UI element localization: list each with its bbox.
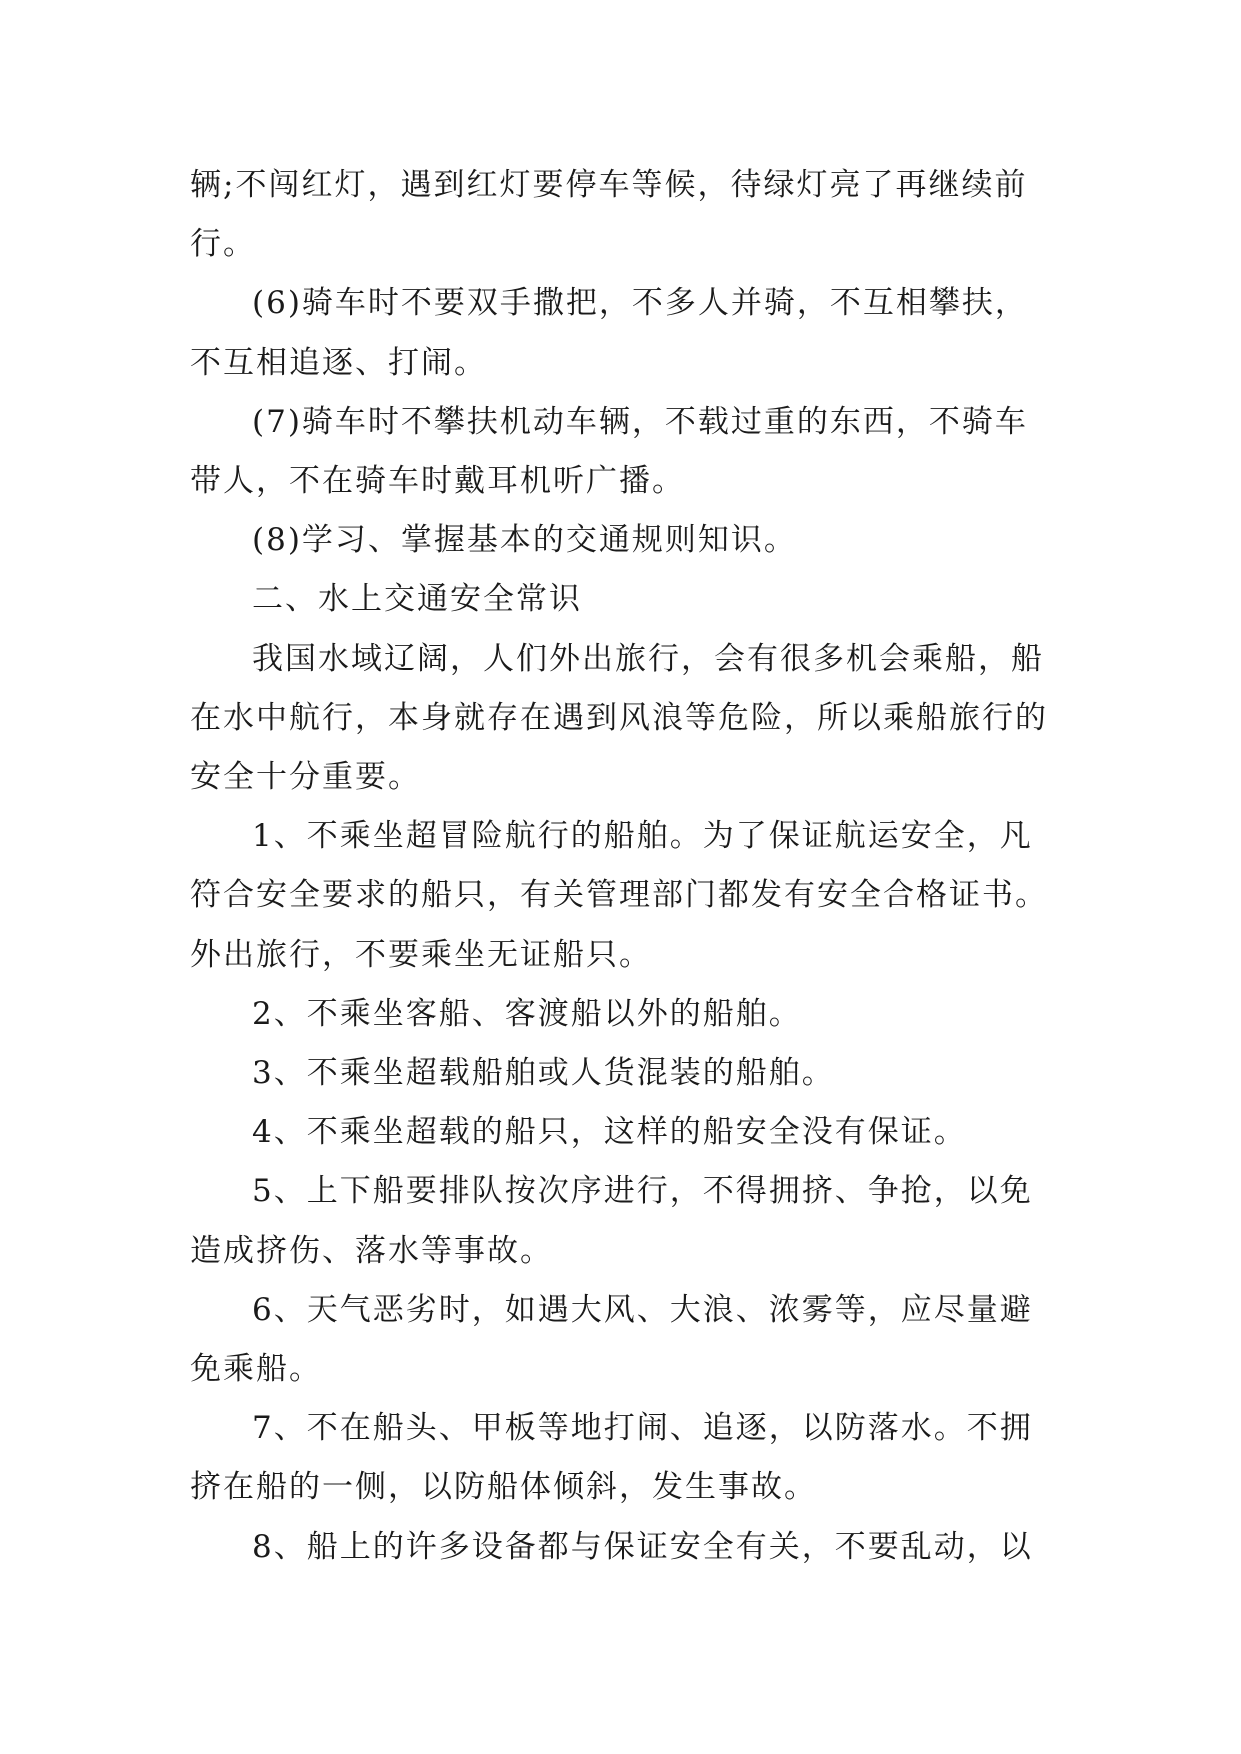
- list-item: 7、不在船头、甲板等地打闹、追逐，以防落水。不拥 挤在船的一侧，以防船体倾斜，发生事故。: [190, 1410, 1033, 1506]
- list-item: 1、不乘坐超冒险航行的船舶。为了保证航运安全，凡 符合安全要求的船只，有关管理部门都发有安全合格证书。 外出旅行，不要乘坐无证船只。: [190, 818, 1048, 973]
- list-item: 2、不乘坐客船、客渡船以外的船舶。: [252, 995, 802, 1032]
- body-text: [190, 156, 1060, 1577]
- list-item: 3、不乘坐超载船舶或人货混装的船舶。: [252, 1055, 835, 1092]
- paragraph: (8)学习、掌握基本的交通规则知识。: [252, 522, 797, 559]
- list-item: 5、上下船要排队按次序进行，不得拥挤、争抢，以免 造成挤伤、落水等事故。: [190, 1173, 1033, 1269]
- paragraph: 我国水域辽阔，人们外出旅行，会有很多机会乘船，船 在水中航行，本身就存在遇到风浪等危险，所以乘船旅行的 安全十分重要。: [190, 640, 1048, 796]
- paragraph: (6)骑车时不要双手撒把，不多人并骑，不互相攀扶， 不互相追逐、打闹。: [190, 285, 1028, 381]
- paragraph: 辆;不闯红灯，遇到红灯要停车等候，待绿灯亮了再继续前 行。: [190, 167, 1028, 263]
- list-item: 4、不乘坐超载的船只，这样的船安全没有保证。: [252, 1114, 967, 1151]
- list-item: 6、天气恶劣时，如遇大风、大浪、浓雾等，应尽量避 免乘船。: [190, 1291, 1033, 1388]
- section-heading: 二、水上交通安全常识: [252, 581, 582, 618]
- list-item: 8、船上的许多设备都与保证安全有关，不要乱动，以: [252, 1528, 1033, 1565]
- paragraph: (7)骑车时不攀扶机动车辆，不载过重的东西，不骑车 带人，不在骑车时戴耳机听广播。: [190, 403, 1028, 500]
